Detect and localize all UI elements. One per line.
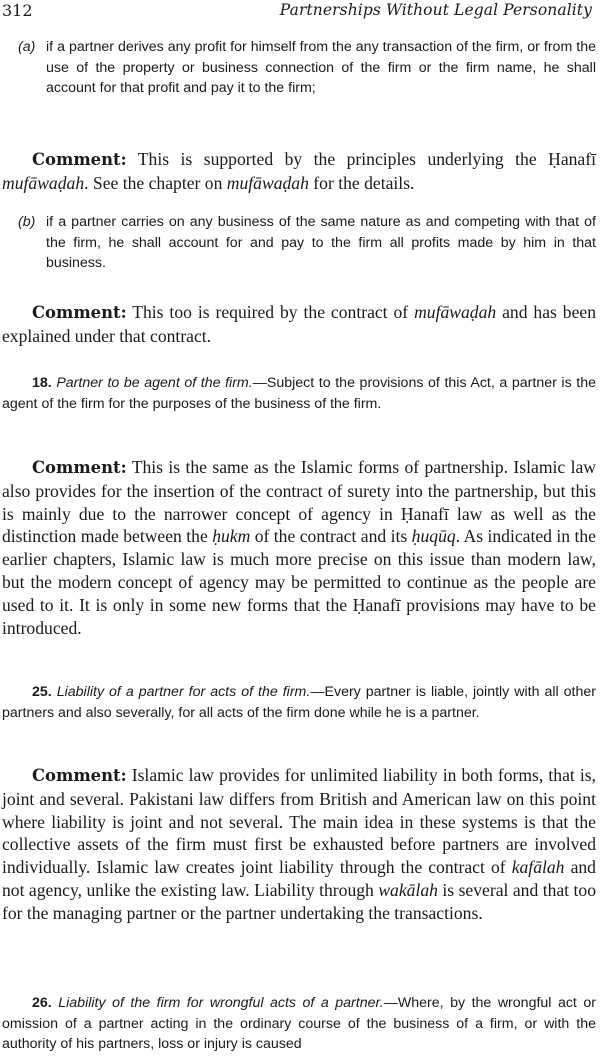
section-number: 18. [32, 375, 52, 391]
section-text: —Subject to the provisions of this Act, a partner is the agent of the firm for the purposes of the business of the firm. [2, 375, 596, 412]
clause-a-label: (a) [18, 39, 36, 55]
section-26 [2, 993, 596, 1055]
section-title: Liability of the firm for wrongful acts of a partner. [51, 995, 384, 1011]
comment-label: Comment: [32, 458, 127, 477]
section-text: —Every partner is liable, jointly with all other partners and also severally, for all acts of the firm done while he is a partner. [2, 684, 596, 721]
clause-a-text: if a partner derives any profit for himself from the any transaction of the firm, or from the use of the property or business connection of the firm or the firm name, he shall account for that profit and pay it to the firm; [46, 39, 596, 96]
comment-3: Comment: This is the same as the Islamic forms of partnership. Islamic law also provides for the insertion of the contract of surety into the partnership, but this is mainly due to the narrower concept of agency in Ḥanafī law as well as the distinction made between the ḥukm of the contract and its ḥuqūq. As indicated in the earlier chapters, Islamic law is much more precise on this issue than modern law, but the modern concept of agency may be permitted to continue as the people are used to it. It is only in some new forms that the Ḥanafī provisions may have to be introduced. [2, 457, 596, 638]
page-number: 312 [2, 1, 33, 20]
section-title: Liability of a partner for acts of the firm. [51, 684, 311, 700]
section-number: 26. [32, 995, 52, 1011]
clause-b-label: (b) [18, 214, 36, 230]
section-text: —Where, by the wrongful act or omission of a partner acting in the ordinary course of the business of a firm, or with the authority of his partners, loss or injury is caused [2, 995, 597, 1052]
section-25 [2, 682, 596, 723]
comment-label: Comment: [32, 150, 127, 169]
comment-2: Comment: This too is required by the contract of mufāwaḍah and has been explained under that contract. [2, 302, 596, 346]
running-head: Partnerships Without Legal Personality [279, 1, 592, 19]
section-title: Partner to be agent of the firm. [51, 375, 253, 391]
comment-1: Comment: This is supported by the principles underlying the Ḥanafī mufāwaḍah. See the chapter on mufāwaḍah for the details. [2, 149, 596, 193]
section-18 [2, 373, 596, 414]
clause-b-text: if a partner carries on any business of the same nature as and competing with that of the firm, he shall account for and pay to the firm all profits made by him in that business. [46, 214, 596, 271]
comment-label: Comment: [32, 303, 127, 322]
clause-a [18, 37, 596, 99]
comment-label: Comment: [32, 766, 127, 785]
section-number: 25. [32, 684, 52, 700]
page-header [0, 0, 600, 22]
clause-b [18, 212, 596, 274]
comment-4: Comment: Islamic law provides for unlimited liability in both forms, that is, joint and several. Pakistani law differs from British and American law on this point where liability is joint and not several. The main idea in these systems is that the collective assets of the firm must first be exhausted before partners are involved individually. Islamic law creates joint liability through the contract of kafālah and not agency, unlike the existing law. Liability through wakālah is several and that too for the managing partner or the partner undertaking the transactions. [2, 765, 597, 923]
